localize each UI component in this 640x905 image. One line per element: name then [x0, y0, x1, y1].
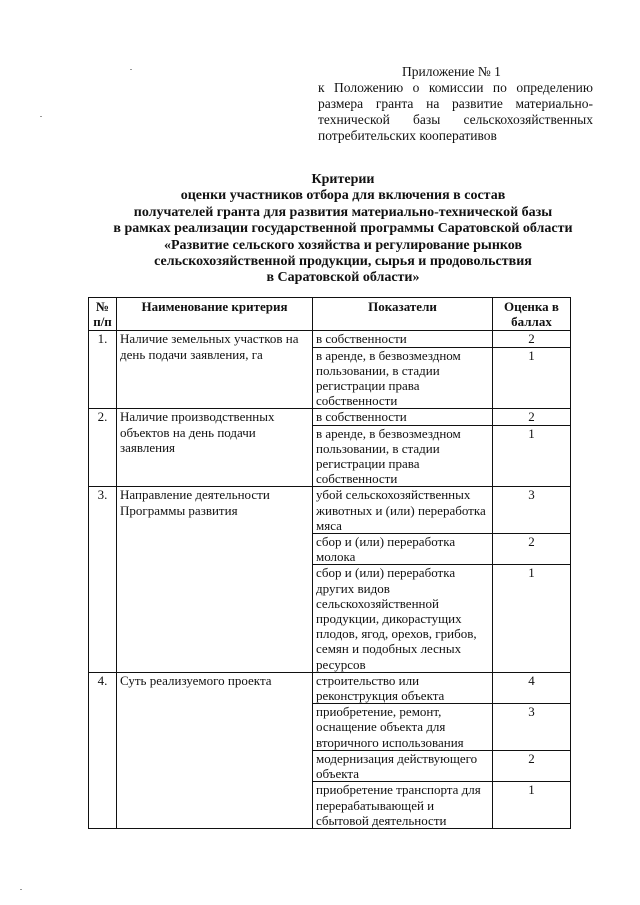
- score: 2: [493, 409, 571, 425]
- indicator: в собственности: [313, 331, 493, 347]
- indicator: сбор и (или) переработка других видов сельскохозяйственной продукции, дикорастущих плодов, ягод, орехов, грибов, семян и подобных лесных ресурсов: [313, 565, 493, 672]
- indicator: приобретение, ремонт, оснащение объекта для вторичного использования: [313, 704, 493, 751]
- indicator: убой сельскохозяйственных животных и (или) переработка мяса: [313, 487, 493, 534]
- heading-line: в Саратовской области»: [266, 270, 420, 286]
- header-criterion: Наименование критерия: [117, 298, 313, 331]
- scan-speck: [130, 69, 132, 70]
- score: 3: [493, 704, 571, 751]
- heading-line: получателей гранта для развития материально-технической базы: [133, 204, 553, 220]
- table-row: [89, 672, 571, 703]
- appendix-block: [318, 64, 593, 144]
- heading-line: сельскохозяйственной продукции, сырья и продовольствия: [154, 254, 532, 270]
- score: 3: [493, 487, 571, 534]
- row-number: 2.: [89, 409, 117, 487]
- indicator: строительство или реконструкция объекта: [313, 672, 493, 703]
- indicator: в аренде, в безвозмездном пользовании, в стадии регистрации права собственности: [313, 347, 493, 409]
- scan-speck: [40, 116, 42, 117]
- header-indicators: Показатели: [313, 298, 493, 331]
- indicator: модернизация действующего объекта: [313, 750, 493, 781]
- row-number: 3.: [89, 487, 117, 672]
- criterion-name: Наличие земельных участков на день подачи заявления, га: [117, 331, 313, 409]
- header-num: № п/п: [89, 298, 117, 331]
- heading-line: оценки участников отбора для включения в состав: [180, 188, 506, 204]
- heading-line: Критерии: [311, 172, 375, 187]
- score: 1: [493, 425, 571, 487]
- heading-line: «Развитие сельского хозяйства и регулирование рынков: [163, 237, 523, 253]
- score: 2: [493, 750, 571, 781]
- score: 2: [493, 534, 571, 565]
- criteria-table: [88, 297, 571, 829]
- indicator: в аренде, в безвозмездном пользовании, в стадии регистрации права собственности: [313, 425, 493, 487]
- score: 4: [493, 672, 571, 703]
- row-number: 4.: [89, 672, 117, 828]
- appendix-title: Приложение № 1: [402, 64, 501, 79]
- heading-line: в рамках реализации государственной программы Саратовской области: [113, 221, 573, 237]
- indicator: приобретение транспорта для перерабатывающей и сбытовой деятельности: [313, 782, 493, 829]
- table-row: [89, 409, 571, 425]
- document-heading: [60, 172, 626, 287]
- criterion-name: Направление деятельности Программы развития: [117, 487, 313, 672]
- indicator: сбор и (или) переработка молока: [313, 534, 493, 565]
- row-number: 1.: [89, 331, 117, 409]
- criterion-name: Суть реализуемого проекта: [117, 672, 313, 828]
- table-row: [89, 487, 571, 534]
- score: 1: [493, 782, 571, 829]
- table-row: [89, 331, 571, 347]
- scan-speck: [20, 889, 22, 890]
- score: 1: [493, 347, 571, 409]
- indicator: в собственности: [313, 409, 493, 425]
- table-header-row: [89, 298, 571, 331]
- criterion-name: Наличие производственных объектов на день подачи заявления: [117, 409, 313, 487]
- appendix-text: к Положению о комиссии по определению размера гранта на развитие материально-технической базы сельскохозяйственных потребительских кооперативов: [318, 80, 593, 143]
- score: 2: [493, 331, 571, 347]
- score: 1: [493, 565, 571, 672]
- header-score: Оценка в баллах: [493, 298, 571, 331]
